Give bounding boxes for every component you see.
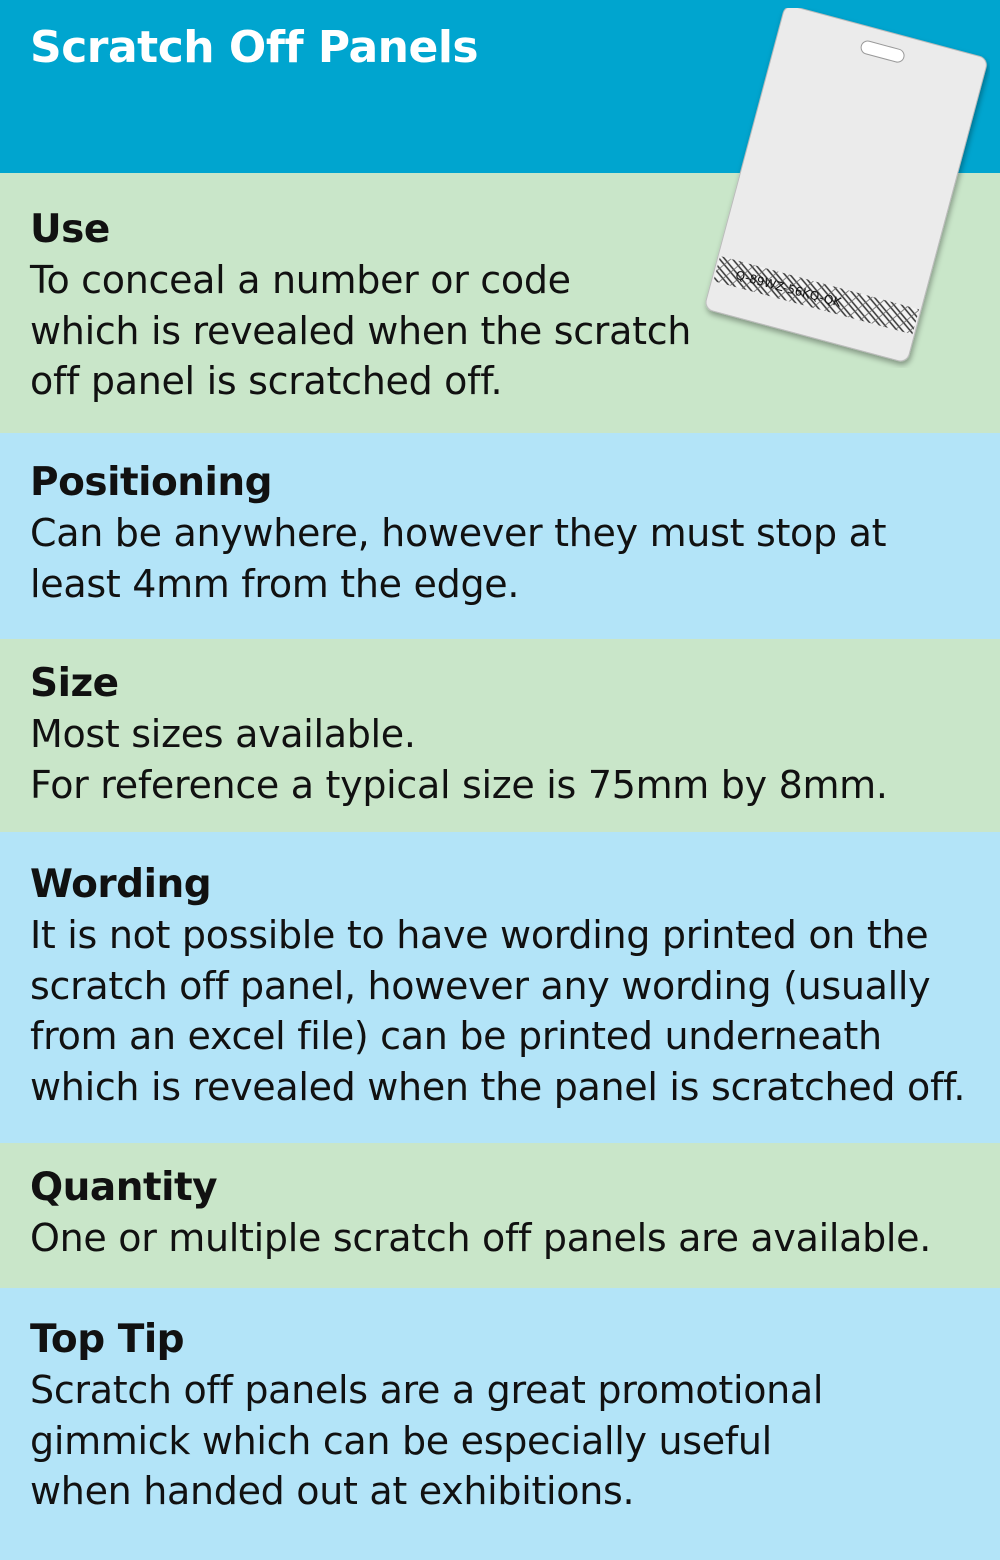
scratch-card-image bbox=[700, 8, 990, 368]
section-title-positioning: Positioning bbox=[30, 460, 273, 505]
section-wording bbox=[0, 832, 1000, 1143]
section-toptip bbox=[0, 1288, 1000, 1560]
section-size bbox=[0, 639, 1000, 832]
section-title-size: Size bbox=[30, 661, 119, 706]
scratch-card-illustration bbox=[700, 8, 990, 368]
section-quantity bbox=[0, 1143, 1000, 1288]
section-title-quantity: Quantity bbox=[30, 1165, 218, 1210]
section-body-use: To conceal a number or code which is revealed when the scratch off panel is scratched off. bbox=[30, 258, 692, 403]
section-title-use: Use bbox=[30, 207, 110, 252]
section-body-size: Most sizes available. For reference a typical size is 75mm by 8mm. bbox=[30, 712, 888, 807]
section-positioning bbox=[0, 433, 1000, 639]
card-code: Q-89WZ-56KQ-QK bbox=[734, 267, 843, 310]
section-body-quantity: One or multiple scratch off panels are available. bbox=[30, 1216, 932, 1260]
page-title: Scratch Off Panels bbox=[30, 22, 479, 73]
section-title-toptip: Top Tip bbox=[30, 1317, 185, 1362]
section-body-positioning: Can be anywhere, however they must stop at least 4mm from the edge. bbox=[30, 511, 887, 606]
section-title-wording: Wording bbox=[30, 862, 212, 907]
section-body-toptip: Scratch off panels are a great promotional gimmick which can be especially useful when handed out at exhibitions. bbox=[30, 1368, 824, 1513]
section-body-wording: It is not possible to have wording printed on the scratch off panel, however any wording (usually from an excel file) can be printed underneath which is revealed when the panel is scratched off. bbox=[30, 913, 966, 1109]
